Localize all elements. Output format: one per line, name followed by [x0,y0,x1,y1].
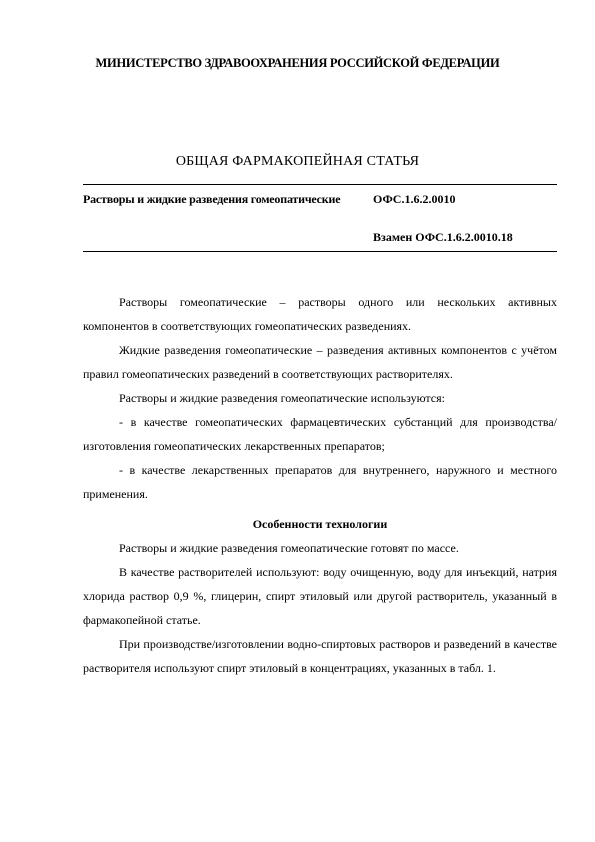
header-top-rule [83,184,557,185]
article-type-title: ОБЩАЯ ФАРМАКОПЕЙНАЯ СТАТЬЯ [175,154,420,169]
ministry-title: МИНИСТЕРСТВО ЗДРАВООХРАНЕНИЯ РОССИЙСКОЙ ФЕДЕРАЦИИ [95,56,500,70]
section-heading: Особенности технологии [252,517,388,531]
paragraph: Растворы и жидкие разведения гомеопатические готовят по массе. [119,541,459,555]
paragraph: - в качестве лекарственных препаратов для внутреннего, наружного и местного применения. [83,463,557,501]
document-body [83,290,557,680]
paragraph: При производстве/изготовлении водно-спиртовых растворов и разведений в качестве растворителя используют спирт этиловый в концентрациях, указанных в табл. 1. [83,637,557,675]
paragraph: Жидкие разведения гомеопатические – разведения активных компонентов с учётом правил гомеопатических разведений в соответствующих растворителях. [83,343,557,381]
header-bottom-rule [83,251,557,252]
monograph-code: ОФС.1.6.2.0010 [373,192,456,206]
paragraph: Растворы гомеопатические – растворы одного или нескольких активных компонентов в соответствующих гомеопатических разведениях. [83,295,557,333]
paragraph: В качестве растворителей используют: воду очищенную, воду для инъекций, натрия хлорида раствор 0,9 %, глицерин, спирт этиловый или другой растворитель, указанный в фармакопейной статье. [83,565,557,627]
paragraph: - в качестве гомеопатических фармацевтических субстанций для производства/изготовления гомеопатических лекарственных препаратов; [83,415,557,453]
replaces-code: Взамен ОФС.1.6.2.0010.18 [373,230,513,244]
paragraph: Растворы и жидкие разведения гомеопатические используются: [119,391,445,405]
monograph-title: Растворы и жидкие разведения гомеопатические [83,192,341,206]
